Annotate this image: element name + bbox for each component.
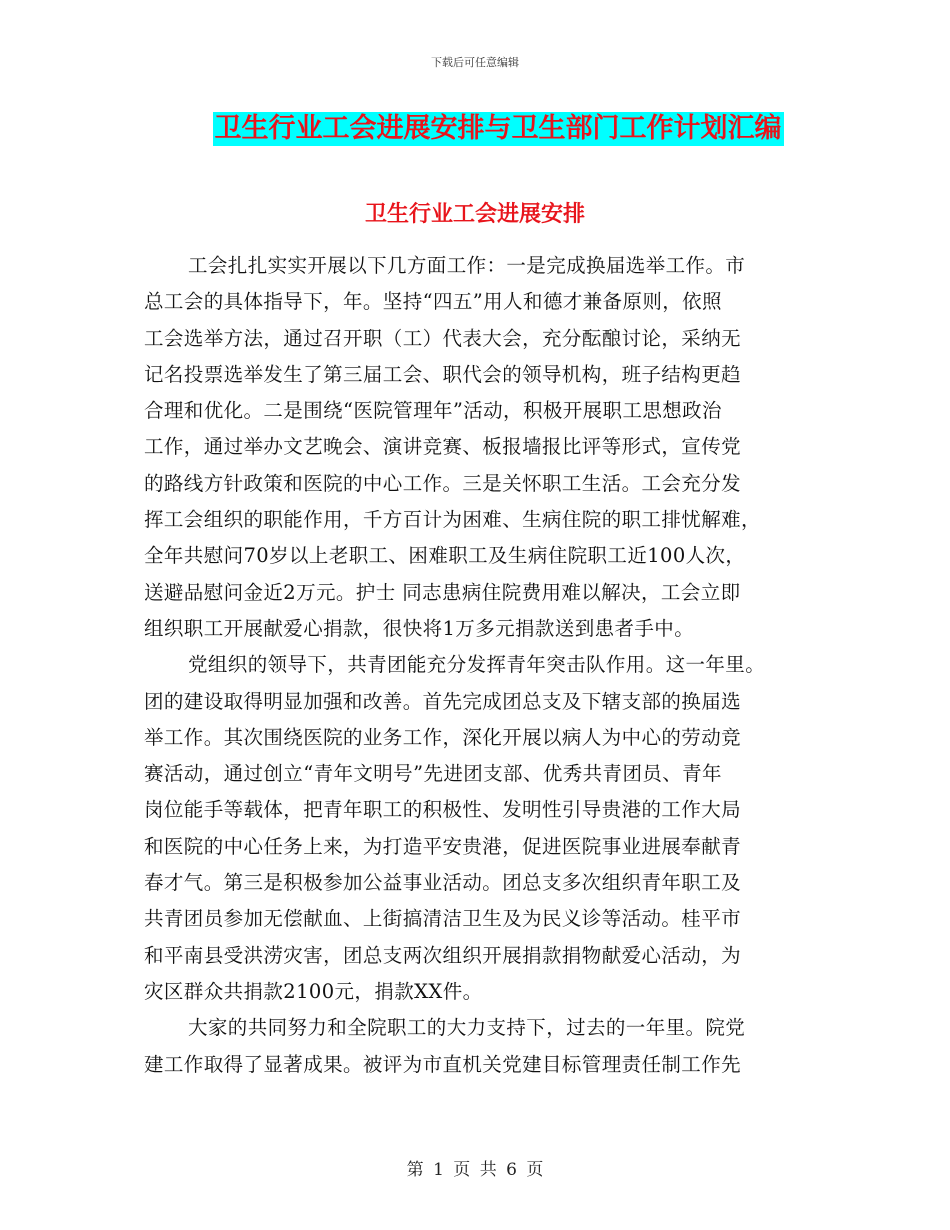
text-line: 工会选举方法，通过召开职（工）代表大会，充分酝酿讨论，采纳无 (144, 326, 742, 350)
text-line: 工会扎扎实实开展以下几方面工作：一是完成换届选举工作。市 (188, 254, 746, 277)
text-line: 记名投票选举发生了第三届工会、职代会的领导机构，班子结构更趋 (144, 362, 742, 386)
text-line: 党组织的领导下，共青团能充分发挥青年突击队作用。这一年里。 (188, 653, 766, 677)
text-line: 组织职工开展献爱心捐款，很快将1万多元捐款送到患者手中。 (144, 616, 695, 640)
document-title: 卫生行业工会进展安排与卫生部门工作计划汇编 (214, 113, 782, 144)
text-line: 建工作取得了显著成果。被评为市直机关党建目标管理责任制工作先 (144, 1052, 742, 1076)
text-line: 岗位能手等载体，把青年职工的积极性、发明性引导贵港的工作大局 (144, 798, 742, 822)
text-line: 灾区群众共捐款2100元，捐款XX件。 (144, 979, 483, 1003)
text-line: 合理和优化。二是围绕“医院管理年”活动，积极开展职工思想政治 (144, 399, 722, 423)
document-title-container (0, 112, 950, 146)
text-line: 挥工会组织的职能作用，千方百计为困难、生病住院的职工排忧解难， (144, 508, 761, 532)
text-line: 共青团员参加无偿献血、上街搞清洁卫生及为民义诊等活动。桂平市 (144, 907, 742, 931)
text-line: 的路线方针政策和医院的中心工作。三是关怀职工生活。工会充分发 (144, 471, 742, 495)
text-line: 全年共慰问70岁以上老职工、困难职工及生病住院职工近100人次， (144, 544, 746, 568)
paragraph-3 (144, 1010, 809, 1083)
text-line: 团的建设取得明显加强和改善。首先完成团总支及下辖支部的换届选 (144, 689, 742, 713)
paragraph-1 (144, 248, 809, 647)
text-line: 和医院的中心任务上来，为打造平安贵港，促进医院事业进展奉献青 (144, 834, 742, 858)
page-footer: 第 1 页 共 6 页 (406, 1160, 544, 1180)
document-body (144, 248, 809, 1083)
text-line: 送避品慰问金近2万元。护士 同志患病住院费用难以解决，工会立即 (144, 580, 741, 604)
paragraph-2 (144, 647, 809, 1010)
text-line: 举工作。其次围绕医院的业务工作，深化开展以病人为中心的劳动竞 (144, 725, 742, 749)
text-line: 工作，通过举办文艺晚会、演讲竞赛、板报墙报比评等形式，宣传党 (144, 435, 742, 459)
text-line: 和平南县受洪涝灾害，团总支两次组织开展捐款捐物献爱心活动，为 (144, 943, 742, 967)
text-line: 大家的共同努力和全院职工的大力支持下，过去的一年里。院党 (188, 1016, 746, 1040)
page-header-note: 下载后可任意编辑 (431, 56, 519, 69)
text-line: 春才气。第三是积极参加公益事业活动。团总支多次组织青年职工及 (144, 871, 742, 895)
text-line: 赛活动，通过创立“青年文明号”先进团支部、优秀共青团员、青年 (144, 762, 722, 786)
text-line: 总工会的具体指导下，年。坚持“四五”用人和德才兼备原则，依照 (144, 290, 722, 314)
section-title: 卫生行业工会进展安排 (364, 202, 585, 227)
